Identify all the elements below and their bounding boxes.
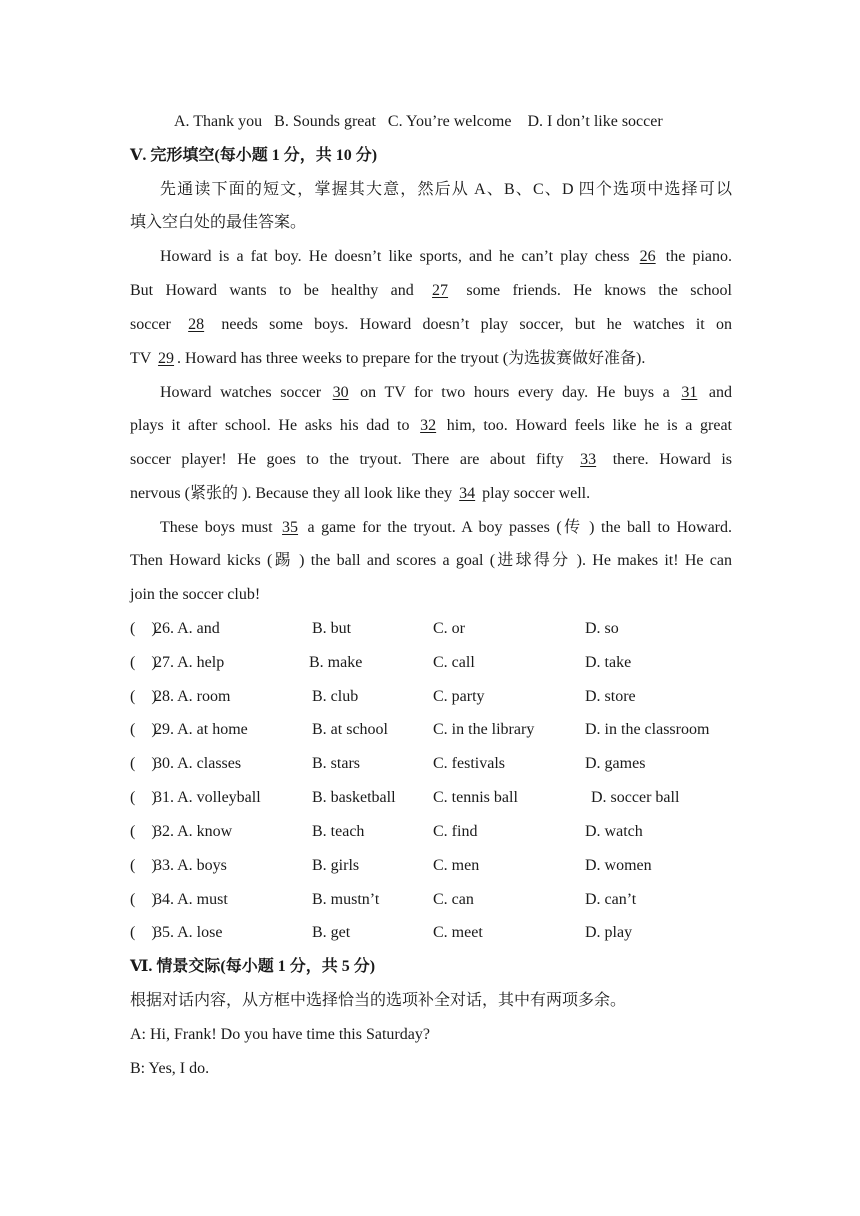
question-row	[130, 719, 732, 741]
passage-line-6: plays it after school. He asks his dad to 32 him, too. Howard feels like he is a great	[130, 415, 732, 437]
answer-paren[interactable]: ( )	[130, 891, 157, 908]
option-d: D. games	[585, 755, 646, 772]
option-d: D. take	[585, 654, 632, 671]
question-row	[130, 787, 732, 809]
answer-paren[interactable]: ( )	[130, 755, 157, 772]
question-row	[130, 889, 732, 911]
option-a: 34. A. must	[154, 891, 228, 908]
option-c: C. find	[433, 823, 478, 840]
dialog-line-b: B: Yes, I do.	[130, 1060, 210, 1077]
blank-33[interactable]: 33	[580, 451, 597, 468]
blank-31[interactable]: 31	[681, 384, 698, 401]
option-c: C. meet	[433, 924, 483, 941]
option-c: C. call	[433, 654, 475, 671]
section-5-instruction-line-1: 先通读下面的短文，掌握其大意，然后从 A、B、C、D 四个选项中选择可以	[160, 181, 732, 198]
option-d: D. so	[585, 620, 619, 637]
passage-line-4: TV 29 . Howard has three weeks to prepare for the tryout (为选拔赛做好准备).	[130, 348, 732, 370]
passage-line-10: Then Howard kicks (踢 ) the ball and scores a goal (进球得分 ). He makes it! He can	[130, 552, 732, 569]
option-a: 32. A. know	[154, 823, 233, 840]
option-d: D. soccer ball	[591, 789, 680, 806]
question-row	[130, 753, 732, 775]
answer-paren[interactable]: ( )	[130, 721, 157, 738]
option-b: B. basketball	[312, 789, 396, 806]
option-d: D. can’t	[585, 891, 637, 908]
question-row	[130, 855, 732, 877]
answer-paren[interactable]: ( )	[130, 924, 157, 941]
blank-26[interactable]: 26	[639, 248, 656, 265]
question-row	[130, 821, 732, 843]
answer-paren[interactable]: ( )	[130, 620, 157, 637]
option-d: D. store	[585, 688, 636, 705]
blank-28[interactable]: 28	[188, 316, 205, 333]
option-b: B. club	[312, 688, 359, 705]
question-row	[130, 652, 732, 674]
option-a: 29. A. at home	[154, 721, 248, 738]
dialog-line-a: A: Hi, Frank! Do you have time this Saturday?	[130, 1026, 430, 1043]
option-c: C. party	[433, 688, 485, 705]
option-c: C. in the library	[433, 721, 535, 738]
blank-29[interactable]: 29	[158, 350, 175, 367]
option-a: 26. A. and	[154, 620, 220, 637]
option-c: C. men	[433, 857, 480, 874]
blank-32[interactable]: 32	[420, 417, 437, 434]
option-b: B. stars	[312, 755, 360, 772]
option-d: D. watch	[585, 823, 643, 840]
option-b: B. get	[312, 924, 351, 941]
option-c: C. tennis ball	[433, 789, 518, 806]
passage-line-8: nervous (紧张的 ). Because they all look like they 34 play soccer well.	[130, 483, 732, 505]
option-a: 35. A. lose	[154, 924, 223, 941]
option-a: 33. A. boys	[154, 857, 227, 874]
option-c: C. can	[433, 891, 474, 908]
question-row	[130, 618, 732, 640]
blank-27[interactable]: 27	[432, 282, 449, 299]
question-row	[130, 686, 732, 708]
option-b: B. girls	[312, 857, 360, 874]
passage-line-7: soccer player! He goes to the tryout. There are about fifty 33 there. Howard is	[130, 449, 732, 471]
section-5-heading: Ⅴ. 完形填空(每小题 1 分，共 10 分)	[130, 147, 378, 164]
previous-options-line: A. Thank you B. Sounds great C. You’re welcome D. I don’t like soccer	[174, 113, 663, 130]
answer-paren[interactable]: ( )	[130, 823, 157, 840]
passage-line-11: join the soccer club!	[130, 586, 261, 603]
blank-30[interactable]: 30	[332, 384, 349, 401]
section-6-instruction: 根据对话内容，从方框中选择恰当的选项补全对话，其中有两项多余。	[130, 992, 627, 1009]
blank-35[interactable]: 35	[282, 519, 299, 536]
section-6-heading: Ⅵ. 情景交际(每小题 1 分，共 5 分)	[130, 958, 376, 975]
option-d: D. play	[585, 924, 633, 941]
option-b: B. make	[309, 654, 363, 671]
passage-line-5: Howard watches soccer 30 on TV for two hours every day. He buys a 31 and	[160, 382, 732, 404]
option-b: B. mustn’t	[312, 891, 380, 908]
option-b: B. teach	[312, 823, 365, 840]
passage-line-3: soccer 28 needs some boys. Howard doesn’t play soccer, but he watches it on	[130, 314, 732, 336]
option-d: D. in the classroom	[585, 721, 710, 738]
passage-line-9: These boys must 35 a game for the tryout. A boy passes (传 ) the ball to Howard.	[160, 517, 732, 539]
option-c: C. festivals	[433, 755, 505, 772]
option-d: D. women	[585, 857, 652, 874]
answer-paren[interactable]: ( )	[130, 857, 157, 874]
question-row	[130, 922, 732, 944]
answer-paren[interactable]: ( )	[130, 789, 157, 806]
answer-paren[interactable]: ( )	[130, 654, 157, 671]
option-a: 31. A. volleyball	[154, 789, 261, 806]
passage-line-1: Howard is a fat boy. He doesn’t like sports, and he can’t play chess 26 the piano.	[160, 246, 732, 268]
option-b: B. at school	[312, 721, 388, 738]
option-a: 30. A. classes	[154, 755, 242, 772]
answer-paren[interactable]: ( )	[130, 688, 157, 705]
option-c: C. or	[433, 620, 465, 637]
blank-34[interactable]: 34	[459, 485, 476, 502]
option-b: B. but	[312, 620, 352, 637]
option-a: 28. A. room	[154, 688, 231, 705]
option-a: 27. A. help	[154, 654, 225, 671]
section-5-instruction-line-2: 填入空白处的最佳答案。	[130, 214, 307, 231]
passage-line-2: But Howard wants to be healthy and 27 some friends. He knows the school	[130, 280, 732, 302]
